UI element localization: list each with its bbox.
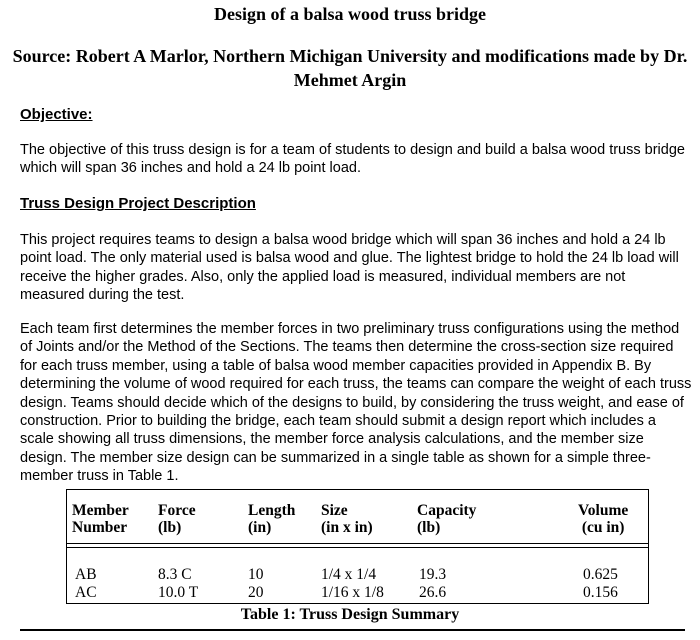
objective-paragraph: The objective of this truss design is for a team of students to design and build a balsa wood truss bridge which will span 36 inches and hold a 24 lb point load. xyxy=(20,142,685,177)
truss-design-table xyxy=(66,489,649,604)
cell-length: 20 xyxy=(248,584,264,601)
cell-volume: 0.625 xyxy=(583,566,618,583)
cell-volume: 0.156 xyxy=(583,584,618,601)
cell-capacity: 26.6 xyxy=(419,584,447,601)
header-force: Force (lb) xyxy=(158,502,196,536)
description-paragraph-1: This project requires teams to design a balsa wood bridge which will span 36 inches and hold a 24 lb point load. The only material used is balsa wood and glue. The lightest bridge to hold the 24 lb load will receive the higher grades. Also, only the applied load is measured, individual members are not measured during the test. xyxy=(20,232,679,304)
cell-size: 1/4 x 1/4 xyxy=(321,566,377,583)
header-length: Length (in) xyxy=(248,502,296,536)
header-divider-double xyxy=(67,547,648,548)
table-caption: Table 1: Truss Design Summary xyxy=(240,606,460,623)
objective-heading: Objective: xyxy=(20,106,93,123)
cell-length: 10 xyxy=(248,566,264,583)
source-attribution: Source: Robert A Marlor, Northern Michigan University and modifications made by Dr. Mehmet Argin xyxy=(12,46,688,90)
cell-force: 8.3 C xyxy=(158,566,192,583)
cell-member: AC xyxy=(75,584,97,601)
document-title: Design of a balsa wood truss bridge xyxy=(213,4,487,24)
description-paragraph-2: Each team first determines the member forces in two preliminary truss configurations using the method of Joints and/or the Method of the Sections. The teams then determine the cross-section size required for each truss member, using a table of balsa wood member capacities provided in Appendix B. By determining the volume of wood required for each truss, the teams can compare the weight of each truss design. Teams should decide which of the designs to build, by considering the truss weight, and ease of construction. Prior to building the bridge, each team should submit a design report which includes a scale showing all truss dimensions, the member force analysis calculations, and the member size design. The member size design can be summarized in a single table as shown for a simple three-member truss in Table 1. xyxy=(20,321,692,485)
bottom-divider xyxy=(20,629,685,631)
cell-force: 10.0 T xyxy=(158,584,199,601)
header-capacity: Capacity (lb) xyxy=(417,502,477,536)
header-member: Member Number xyxy=(72,502,129,536)
cell-size: 1/16 x 1/8 xyxy=(321,584,384,601)
header-size: Size (in x in) xyxy=(321,502,373,536)
cell-capacity: 19.3 xyxy=(419,566,447,583)
header-divider xyxy=(67,543,648,544)
cell-member: AB xyxy=(75,566,97,583)
description-heading: Truss Design Project Description xyxy=(20,195,256,212)
header-volume: Volume (cu in) xyxy=(578,502,629,536)
